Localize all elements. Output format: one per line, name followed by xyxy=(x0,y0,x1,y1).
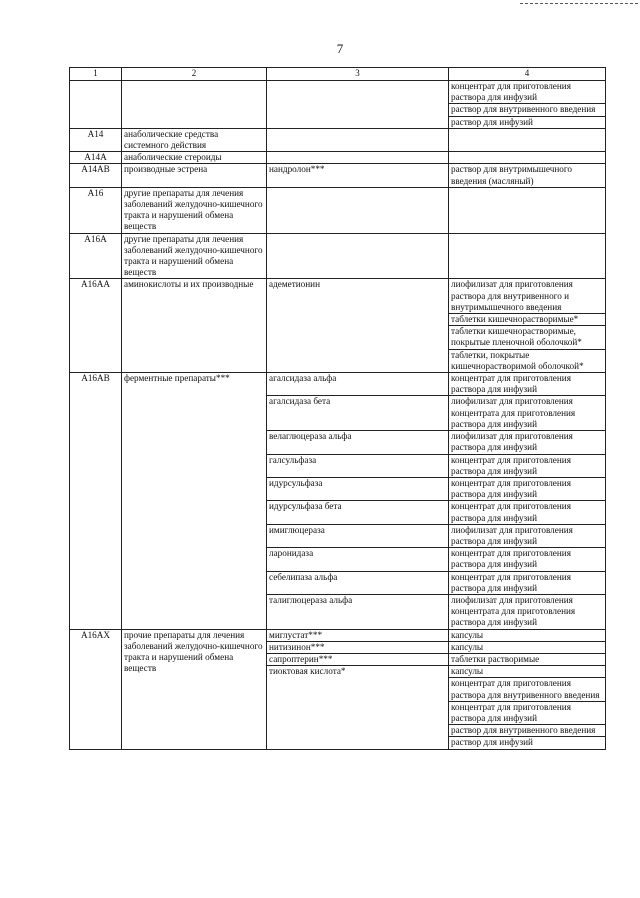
dosage-form-cell: таблетки растворимые xyxy=(449,653,606,665)
drug-name-cell xyxy=(267,152,449,164)
drug-name-cell: тиоктовая кислота* xyxy=(267,666,449,749)
drug-name-cell: нитизинон*** xyxy=(267,641,449,653)
dosage-form-cell: таблетки кишечнорастворимые* xyxy=(449,314,606,326)
drug-name-cell: сапроптерин*** xyxy=(267,653,449,665)
dosage-form-cell: лиофилизат для приготовления раствора для инфузий xyxy=(449,431,606,454)
drug-name-cell xyxy=(267,128,449,151)
table-row xyxy=(70,81,606,104)
atc-code-cell: A14A xyxy=(70,152,122,164)
dosage-form-cell xyxy=(449,187,606,233)
dosage-form-cell: раствор для инфузий xyxy=(449,737,606,749)
atc-code-cell: A16A xyxy=(70,233,122,279)
table-row xyxy=(70,629,606,641)
drug-name-cell xyxy=(267,233,449,279)
dosage-form-cell: концентрат для приготовления раствора для инфузий xyxy=(449,373,606,396)
page-number: 7 xyxy=(336,41,344,56)
dosage-form-cell: капсулы xyxy=(449,629,606,641)
group-name-cell: другие препараты для лечения заболеваний желудочно-кишечного тракта и нарушений обмена веществ xyxy=(122,187,267,233)
drug-name-cell: идурсульфаза xyxy=(267,477,449,500)
dosage-form-cell: концентрат для приготовления раствора для инфузий xyxy=(449,548,606,571)
dosage-form-cell: капсулы xyxy=(449,641,606,653)
group-name-cell: анаболические средства системного действия xyxy=(122,128,267,151)
top-border-line xyxy=(520,3,638,4)
dosage-form-cell: таблетки кишечнорастворимые, покрытые пленочной оболочкой* xyxy=(449,326,606,349)
drug-name-cell: агалсидаза альфа xyxy=(267,373,449,396)
drug-name-cell: миглустат*** xyxy=(267,629,449,641)
column-header: 3 xyxy=(267,68,449,81)
drug-name-cell: адеметионин xyxy=(267,279,449,373)
dosage-form-cell: раствор для внутримышечного введения (масляный) xyxy=(449,164,606,187)
atc-code-cell: A16AA xyxy=(70,279,122,373)
dosage-form-cell: лиофилизат для приготовления раствора для внутривенного и внутримышечного введения xyxy=(449,279,606,314)
drug-name-cell xyxy=(267,187,449,233)
atc-code-cell: A16AX xyxy=(70,629,122,749)
dosage-form-cell: концентрат для приготовления раствора для инфузий xyxy=(449,81,606,104)
atc-code-cell: A16AB xyxy=(70,373,122,629)
dosage-form-cell: концентрат для приготовления раствора для инфузий xyxy=(449,571,606,594)
column-header: 2 xyxy=(122,68,267,81)
dosage-form-cell: лиофилизат для приготовления раствора для инфузий xyxy=(449,524,606,547)
dosage-form-cell: лиофилизат для приготовления концентрата для приготовления раствора для инфузий xyxy=(449,594,606,629)
table-row xyxy=(70,152,606,164)
dosage-form-cell: концентрат для приготовления раствора для внутривенного введения xyxy=(449,678,606,701)
drug-name-cell: идурсульфаза бета xyxy=(267,501,449,524)
table-row xyxy=(70,187,606,233)
group-name-cell: другие препараты для лечения заболеваний желудочно-кишечного тракта и нарушений обмена веществ xyxy=(122,233,267,279)
group-name-cell: аминокислоты и их производные xyxy=(122,279,267,373)
dosage-form-cell xyxy=(449,128,606,151)
dosage-form-cell: концентрат для приготовления раствора для инфузий xyxy=(449,477,606,500)
drug-name-cell xyxy=(267,81,449,129)
atc-code-cell xyxy=(70,81,122,129)
header-row xyxy=(70,68,606,81)
atc-code-cell: A16 xyxy=(70,187,122,233)
table-row xyxy=(70,279,606,314)
drug-name-cell: велаглюцераза альфа xyxy=(267,431,449,454)
table-row xyxy=(70,164,606,187)
table-row xyxy=(70,233,606,279)
atc-code-cell: A14 xyxy=(70,128,122,151)
dosage-form-cell: раствор для инфузий xyxy=(449,116,606,128)
dosage-form-cell: капсулы xyxy=(449,666,606,678)
drug-name-cell: имиглюцераза xyxy=(267,524,449,547)
dosage-form-cell: раствор для внутривенного введения xyxy=(449,725,606,737)
drug-name-cell: талиглюцераза альфа xyxy=(267,594,449,629)
dosage-form-cell: раствор для внутривенного введения xyxy=(449,104,606,116)
dosage-form-cell: таблетки, покрытые кишечнорастворимой оболочкой* xyxy=(449,349,606,372)
table-row xyxy=(70,373,606,396)
group-name-cell: анаболические стероиды xyxy=(122,152,267,164)
column-header: 4 xyxy=(449,68,606,81)
dosage-form-cell: концентрат для приготовления раствора для инфузий xyxy=(449,701,606,724)
column-header: 1 xyxy=(70,68,122,81)
drug-name-cell: ларонидаза xyxy=(267,548,449,571)
drug-name-cell: нандролон*** xyxy=(267,164,449,187)
drug-name-cell: агалсидаза бета xyxy=(267,396,449,431)
dosage-form-cell xyxy=(449,152,606,164)
dosage-form-cell xyxy=(449,233,606,279)
group-name-cell xyxy=(122,81,267,129)
dosage-form-cell: концентрат для приготовления раствора для инфузий xyxy=(449,454,606,477)
group-name-cell: производные эстрена xyxy=(122,164,267,187)
group-name-cell: ферментные препараты*** xyxy=(122,373,267,629)
dosage-form-cell: концентрат для приготовления раствора для инфузий xyxy=(449,501,606,524)
drug-table xyxy=(69,67,606,750)
atc-code-cell: A14AB xyxy=(70,164,122,187)
table-row xyxy=(70,128,606,151)
dosage-form-cell: лиофилизат для приготовления концентрата для приготовления раствора для инфузий xyxy=(449,396,606,431)
drug-table-body xyxy=(70,68,606,750)
drug-name-cell: галсульфаза xyxy=(267,454,449,477)
drug-name-cell: себелипаза альфа xyxy=(267,571,449,594)
group-name-cell: прочие препараты для лечения заболеваний желудочно-кишечного тракта и нарушений обмена веществ xyxy=(122,629,267,749)
